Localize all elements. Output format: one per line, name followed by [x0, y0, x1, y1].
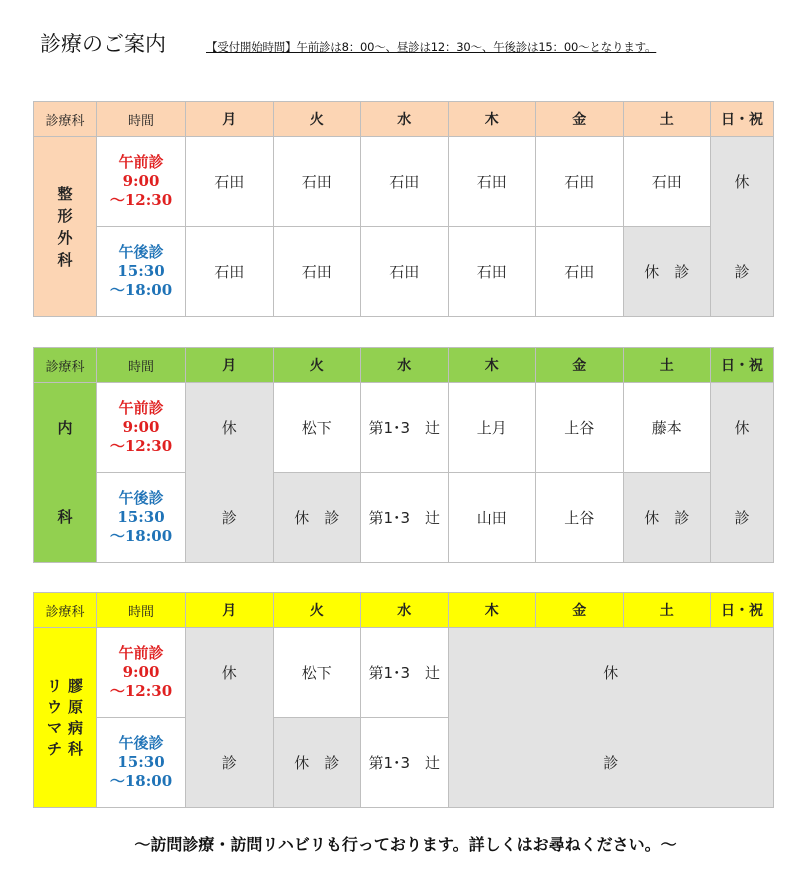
day-tue: 火: [273, 348, 361, 383]
dept-header: 診療科: [34, 593, 97, 628]
doctor-cell: 上谷: [536, 383, 624, 473]
time-header: 時間: [97, 102, 186, 137]
doctor-cell: 石田: [273, 137, 361, 227]
day-fri: 金: [536, 593, 624, 628]
pm-session-time: 午後診 15:30 ～18:00: [97, 473, 186, 563]
orthopedics-schedule-table: [33, 101, 774, 317]
day-fri: 金: [536, 348, 624, 383]
doctor-cell: 石田: [448, 227, 536, 317]
closed-cell: 休 診: [186, 628, 274, 808]
rheumatology-schedule-table: [33, 592, 774, 808]
day-sat: 土: [623, 102, 711, 137]
doctor-cell: 松下: [273, 383, 361, 473]
pm-row: [34, 473, 774, 563]
doctor-cell: 石田: [273, 227, 361, 317]
doctor-cell: 松下: [273, 628, 361, 718]
closed-cell: 休 診: [623, 473, 711, 563]
doctor-cell: 石田: [536, 227, 624, 317]
closed-cell: 休 診: [623, 227, 711, 317]
doctor-cell: 石田: [361, 137, 449, 227]
doctor-cell: 山田: [448, 473, 536, 563]
day-tue: 火: [273, 102, 361, 137]
table-header-row: [34, 348, 774, 383]
closed-cell: 休 診: [186, 383, 274, 563]
page-title: 診療のご案内: [40, 32, 166, 56]
day-wed: 水: [361, 348, 449, 383]
day-sun-holiday: 日・祝: [711, 348, 774, 383]
closed-cell: 休 診: [711, 137, 774, 317]
day-thu: 木: [448, 348, 536, 383]
doctor-cell: 上月: [448, 383, 536, 473]
pm-row: [34, 227, 774, 317]
closed-cell: 休 診: [273, 473, 361, 563]
dept-rheumatology: リ ウ マ チ 膠 原 病 科: [34, 628, 97, 808]
day-mon: 月: [186, 593, 274, 628]
footer-note: ～訪問診療・訪問リハビリも行っております。詳しくはお尋ねください。～: [134, 835, 677, 854]
dept-header: 診療科: [34, 348, 97, 383]
doctor-cell: 第1･3 辻: [361, 718, 449, 808]
am-session-time: 午前診 9:00 ～12:30: [97, 137, 186, 227]
day-sat: 土: [623, 593, 711, 628]
day-thu: 木: [448, 102, 536, 137]
time-header: 時間: [97, 348, 186, 383]
pm-session-time: 午後診 15:30 ～18:00: [97, 227, 186, 317]
am-row: [34, 628, 774, 718]
doctor-cell: 第1･3 辻: [361, 473, 449, 563]
day-fri: 金: [536, 102, 624, 137]
day-wed: 水: [361, 593, 449, 628]
doctor-cell: 石田: [186, 227, 274, 317]
day-sun-holiday: 日・祝: [711, 593, 774, 628]
day-tue: 火: [273, 593, 361, 628]
internal-medicine-schedule-table: [33, 347, 774, 563]
doctor-cell: 石田: [361, 227, 449, 317]
doctor-cell: 第1･3 辻: [361, 383, 449, 473]
doctor-cell: 石田: [186, 137, 274, 227]
doctor-cell: 石田: [536, 137, 624, 227]
doctor-cell: 石田: [448, 137, 536, 227]
am-row: [34, 383, 774, 473]
doctor-cell: 藤本: [623, 383, 711, 473]
am-session-time: 午前診 9:00 ～12:30: [97, 628, 186, 718]
table-header-row: [34, 102, 774, 137]
dept-header: 診療科: [34, 102, 97, 137]
day-sun-holiday: 日・祝: [711, 102, 774, 137]
closed-cell: 休 診: [273, 718, 361, 808]
dept-orthopedics: 整 形 外 科: [34, 137, 97, 317]
doctor-cell: 第1･3 辻: [361, 628, 449, 718]
table-header-row: [34, 593, 774, 628]
doctor-cell: 石田: [623, 137, 711, 227]
doctor-cell: 上谷: [536, 473, 624, 563]
day-mon: 月: [186, 348, 274, 383]
day-wed: 水: [361, 102, 449, 137]
dept-internal-medicine: 内 科: [34, 383, 97, 563]
day-mon: 月: [186, 102, 274, 137]
am-session-time: 午前診 9:00 ～12:30: [97, 383, 186, 473]
closed-cell: 休 診: [448, 628, 774, 808]
day-thu: 木: [448, 593, 536, 628]
page-header: [40, 28, 780, 60]
am-row: [34, 137, 774, 227]
time-header: 時間: [97, 593, 186, 628]
closed-cell: 休 診: [711, 383, 774, 563]
reception-notice: 【受付開始時間】午前診は8：00～、昼診は12：30～、午後診は15：00～となります。: [206, 40, 657, 54]
day-sat: 土: [623, 348, 711, 383]
pm-session-time: 午後診 15:30 ～18:00: [97, 718, 186, 808]
